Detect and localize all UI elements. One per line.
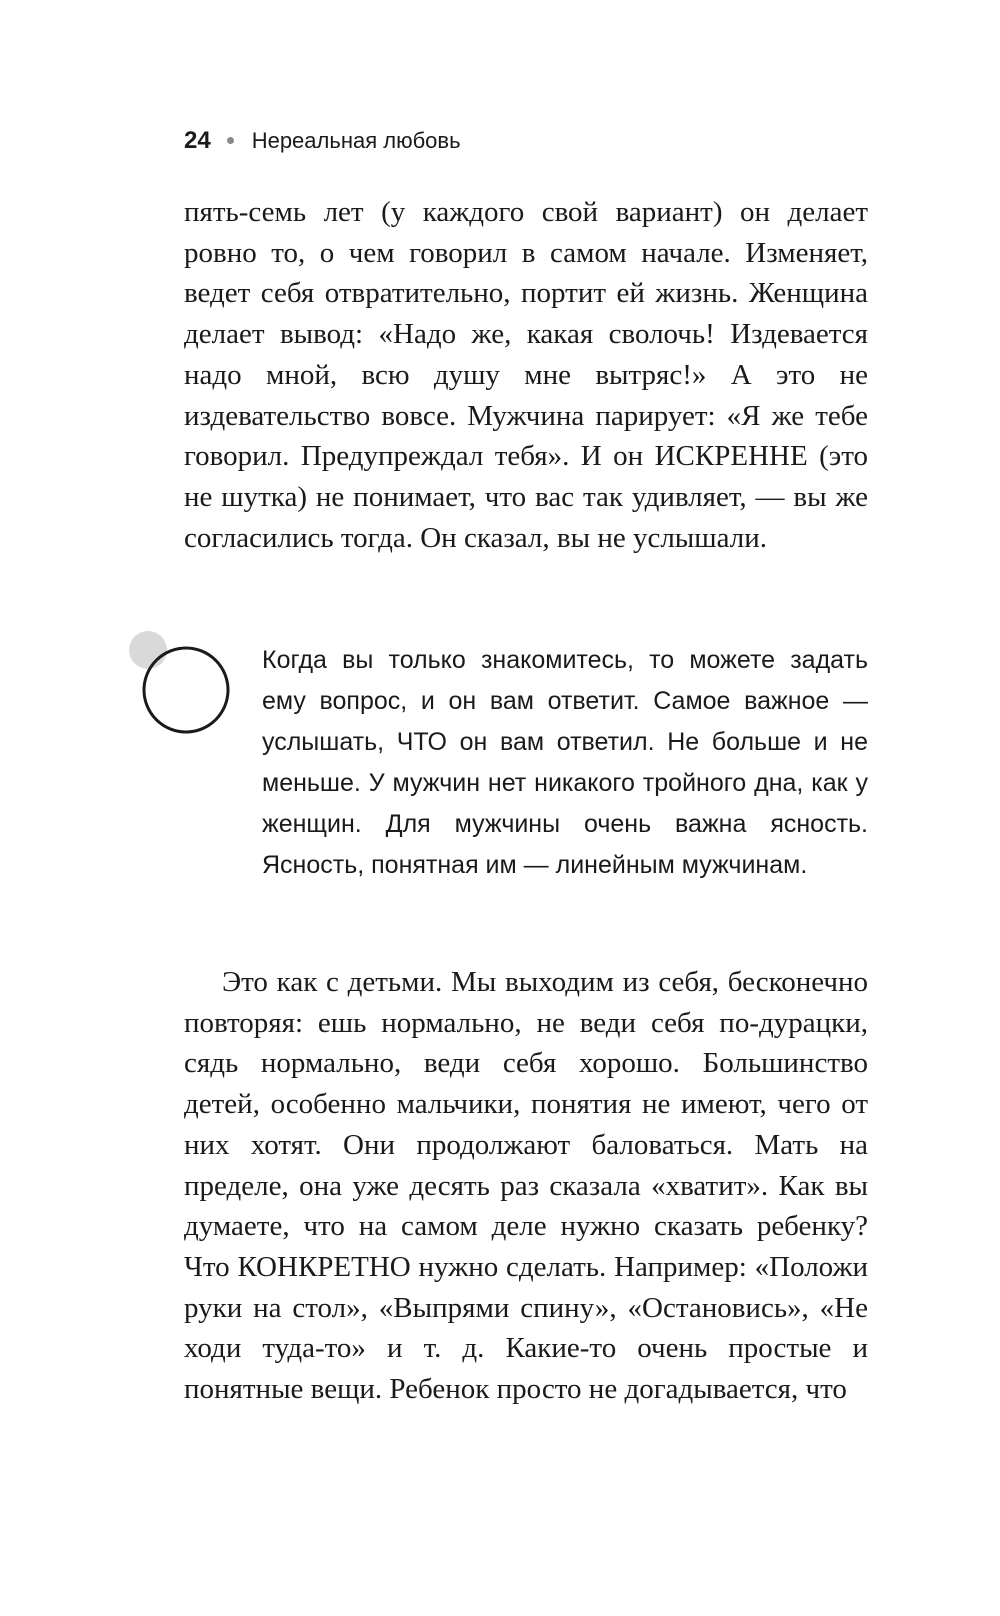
body-paragraph-1: пять-семь лет (у каждого свой вариант) он делает ровно то, о чем говорил в самом начале. Изменяет, ведет себя отвратительно, портит ей жизнь. Женщина делает вывод: «Надо же, какая сволочь! Издевается надо мной, всю душу мне вытряс!» А это не издевательство вовсе. Мужчина парирует: «Я же тебе говорил. Предупреждал тебя». И он ИСКРЕННЕ (это не шутка) не понимает, что вас так удивляет, — вы же согласились тогда. Он сказал, вы не услышали. [184,196,868,554]
circle-marker-icon [128,630,238,740]
body-paragraph-2: Это как с детьми. Мы выходим из себя, бесконечно повторяя: ешь нормально, не веди себя по-дурацки, сядь нормально, веди себя хорошо. Большинство детей, особенно мальчики, понятия не имеют, чего от них хотят. Они продолжают баловаться. Мать на пределе, она уже десять раз сказала «хватит». Как вы думаете, что на самом деле нужно сказать ребенку? Что КОНКРЕТНО нужно сделать. Например: «Положи руки на стол», «Выпрями спину», «Остановись», «Не ходи туда-то» и т. д. Какие-то очень простые и понятные вещи. Ребенок просто не догадывается, что [184,966,868,1406]
running-header [184,128,461,154]
page-number: 24 [184,127,211,154]
marker-outline-ring [144,648,228,732]
callout-text: Когда вы только знакомитесь, то можете задать ему вопрос, и он вам ответит. Самое важное — услышать, ЧТО он вам ответил. Не больше и не меньше. У мужчин нет никакого тройного дна, как у женщин. Для мужчины очень важна ясность. Ясность, понятная им — линейным мужчинам. [262,646,868,879]
running-title: Нереальная любовь [251,128,461,153]
marker-filled-dot [129,631,167,669]
bullet-icon [227,137,234,144]
